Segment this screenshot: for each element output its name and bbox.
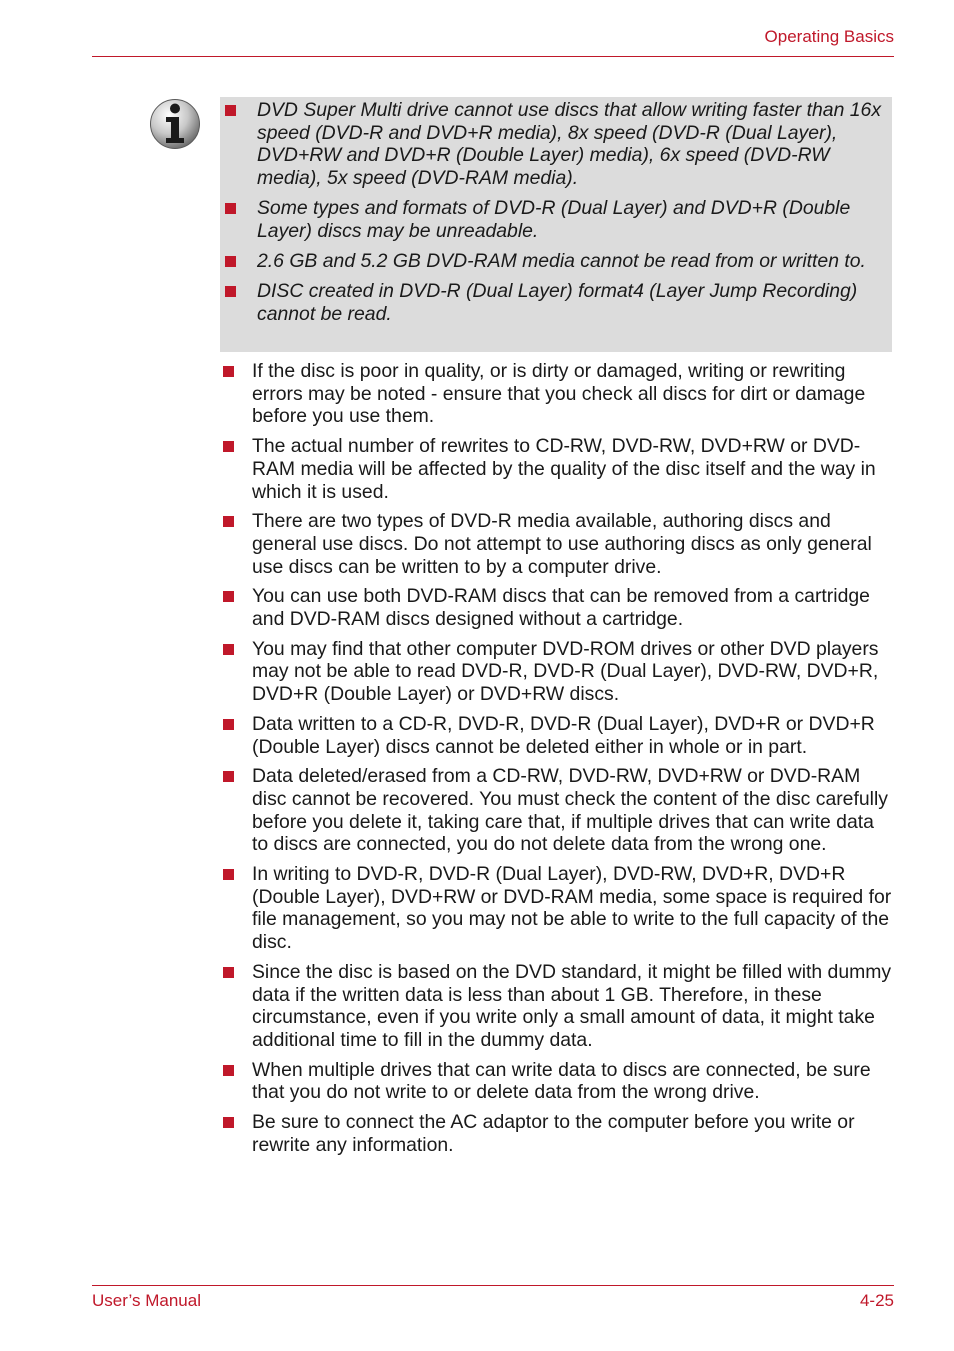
list-item [220,765,894,856]
list-item [220,961,894,1052]
square-bullet-icon [223,719,234,730]
list-item-text: If the disc is poor in quality, or is dirty or damaged, writing or rewriting errors may be noted - ensure that you check all discs for dirt or damage before you use them. [252,360,866,428]
footer-manual-name: User’s Manual [92,1291,201,1310]
list-item-text: Since the disc is based on the DVD standard, it might be filled with dummy data if the written data is less than about 1 GB. Therefore, in these circumstance, even if you write only a small amount of data, it might take additional time to fill in the dummy data. [252,960,892,1051]
list-item [220,1111,894,1156]
square-bullet-icon [225,256,236,267]
square-bullet-icon [223,591,234,602]
note-item [220,197,892,242]
note-item-text: 2.6 GB and 5.2 GB DVD-RAM media cannot be read from or written to. [257,250,866,273]
note-box [220,97,892,352]
list-item [220,1059,894,1104]
list-item [220,585,894,630]
note-item-text: DVD Super Multi drive cannot use discs that allow writing faster than 16x speed (DVD-R and DVD+R media), 8x speed (DVD-R (Dual Layer), DVD+RW and DVD+R (Double Layer) media), 6x speed (DVD-RW media), 5x speed (DVD-RAM media). [257,99,882,190]
list-item [220,713,894,758]
list-item-text: In writing to DVD-R, DVD-R (Dual Layer), DVD-RW, DVD+R, DVD+R (Double Layer), DVD+RW or DVD-RAM media, some space is required for file management, so you may not be able to write to the full capacity of the disc. [252,863,892,954]
list-item [220,863,894,954]
square-bullet-icon [223,869,234,880]
list-item-text: Be sure to connect the AC adaptor to the computer before you write or rewrite any information. [252,1111,855,1156]
list-item-text: When multiple drives that can write data to discs are connected, be sure that you do not write to or delete data from the wrong drive. [252,1058,871,1104]
note-list [220,97,892,326]
list-item-text: You may find that other computer DVD-ROM drives or other DVD players may not be able to read DVD-R, DVD-R (Dual Layer), DVD-RW, DVD+R, DVD+R (Double Layer) or DVD+RW discs. [252,637,879,706]
list-item-text: The actual number of rewrites to CD-RW, DVD-RW, DVD+RW or DVD-RAM media will be affected by the quality of the disc itself and the way in which it is used. [252,435,876,503]
square-bullet-icon [223,1117,234,1128]
square-bullet-icon [223,1065,234,1076]
square-bullet-icon [223,516,234,527]
list-item [220,435,894,503]
note-item-text: DISC created in DVD-R (Dual Layer) format4 (Layer Jump Recording) cannot be read. [257,280,858,326]
note-item [220,250,892,273]
note-item-text: Some types and formats of DVD-R (Dual Layer) and DVD+R (Double Layer) discs may be unreadable. [257,197,851,243]
square-bullet-icon [225,105,236,116]
square-bullet-icon [223,366,234,377]
footer-page-number: 4-25 [859,1291,894,1310]
list-item-text: Data deleted/erased from a CD-RW, DVD-RW, DVD+RW or DVD-RAM disc cannot be recovered. You must check the content of the disc carefully before you delete it, taking care that, if multiple drives that can write data to discs are connected, you do not delete data from the wrong one. [252,765,888,856]
list-item-text: You can use both DVD-RAM discs that can be removed from a cartridge and DVD-RAM discs designed without a cartridge. [252,585,870,631]
list-item [220,638,894,706]
list-item-text: There are two types of DVD-R media available, authoring discs and general use discs. Do not attempt to use authoring discs as only general use discs can be written to by a computer drive. [252,510,872,578]
footer-rule [92,1285,894,1286]
square-bullet-icon [225,286,236,297]
note-item [220,280,892,325]
header-rule [92,56,894,57]
square-bullet-icon [225,203,236,214]
info-icon [149,98,201,150]
list-item-text: Data written to a CD-R, DVD-R, DVD-R (Dual Layer), DVD+R or DVD+R (Double Layer) discs cannot be deleted either in whole or in part. [252,712,875,758]
square-bullet-icon [223,771,234,782]
list-item [220,510,894,578]
square-bullet-icon [223,441,234,452]
main-list [220,360,894,1164]
note-item [220,99,892,190]
square-bullet-icon [223,967,234,978]
list-item [220,360,894,428]
square-bullet-icon [223,644,234,655]
header-section-title: Operating Basics [764,27,894,46]
